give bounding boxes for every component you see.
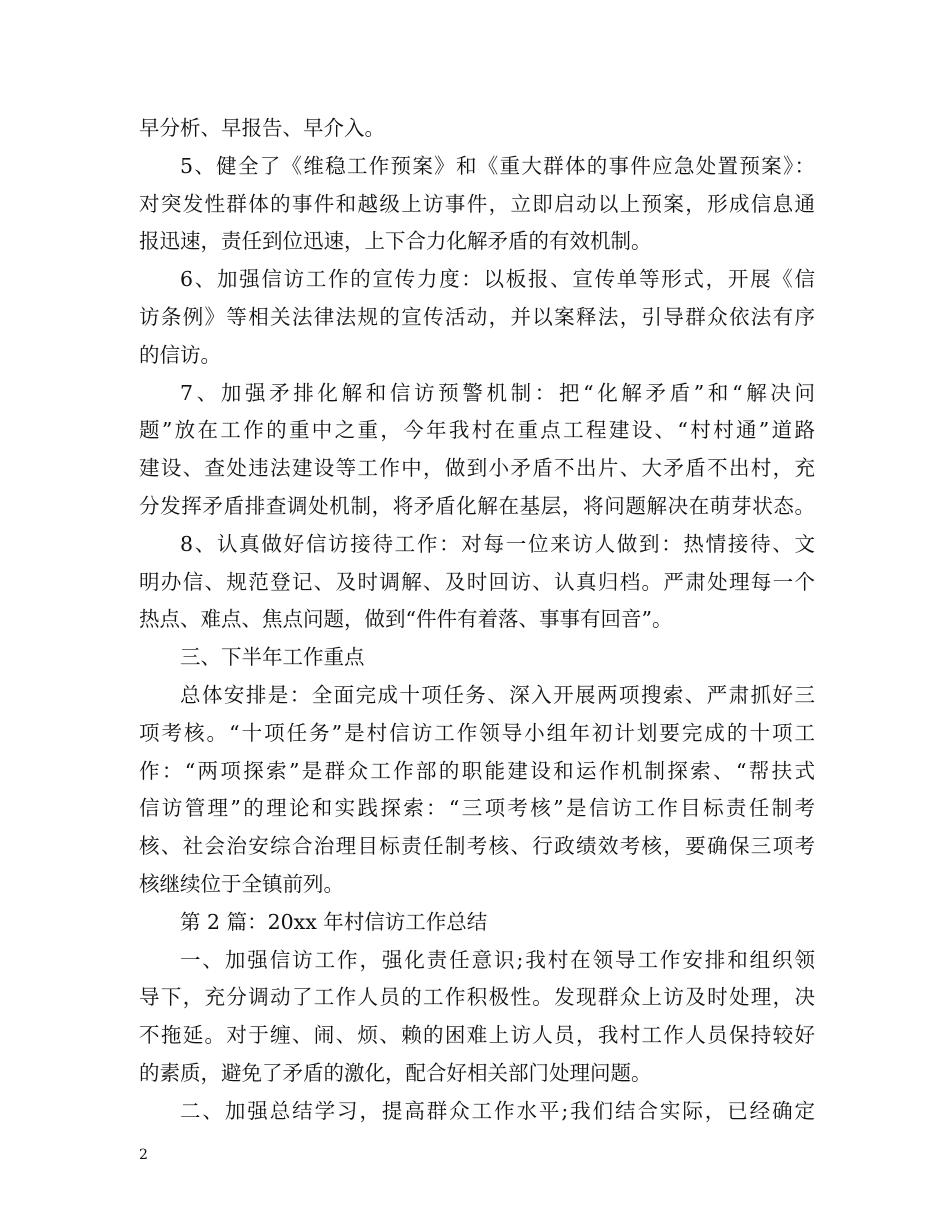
text-line: 7、加强矛排化解和信访预警机制：把“化解矛盾”和“解决问 — [180, 380, 815, 405]
text-line: 核继续位于全镇前列。 — [139, 871, 344, 896]
text-line: 总体安排是：全面完成十项任务、深入开展两项搜索、严肃抓好三 — [180, 682, 815, 707]
text-line: 访条例》等相关法律法规的宣传活动，并以案释法，引导群众依法有序 — [139, 304, 815, 329]
text-line: 的信访。 — [139, 342, 221, 367]
text-line: 项考核。“十项任务”是村信访工作领导小组年初计划要完成的十项工 — [139, 720, 815, 745]
text-line: 热点、难点、焦点问题，做到“件件有着落、事事有回音”。 — [139, 607, 673, 632]
document-body — [139, 110, 815, 1131]
text-line: 题”放在工作的重中之重，今年我村在重点工程建设、“村村通”道路 — [139, 418, 815, 443]
text-line: 第 2 篇：20xx 年村信访工作总结 — [180, 909, 488, 934]
text-line: 明办信、规范登记、及时调解、及时回访、认真归档。严肃处理每一个 — [139, 569, 815, 594]
text-line: 早分析、早报告、早介入。 — [139, 116, 385, 140]
text-line: 核、社会治安综合治理目标责任制考核、行政绩效考核，要确保三项考 — [139, 834, 815, 859]
text-line: 对突发性群体的事件和越级上访事件，立即启动以上预案，形成信息通 — [139, 191, 815, 216]
text-line: 导下，充分调动了工作人员的工作积极性。发现群众上访及时处理，决 — [139, 985, 815, 1010]
text-line: 二、加强总结学习，提高群众工作水平;我们结合实际，已经确定 — [180, 1098, 815, 1123]
text-line: 8、认真做好信访接待工作：对每一位来访人做到：热情接待、文 — [180, 531, 815, 556]
page-number: 2 — [139, 1147, 148, 1163]
text-line: 建设、查处违法建设等工作中，做到小矛盾不出片、大矛盾不出村，充 — [139, 456, 815, 481]
text-line: 报迅速，责任到位迅速，上下合力化解矛盾的有效机制。 — [139, 229, 652, 254]
text-line: 不拖延。对于缠、闹、烦、赖的困难上访人员，我村工作人员保持较好 — [139, 1023, 815, 1048]
text-line: 一、加强信访工作，强化责任意识;我村在领导工作安排和组织领 — [180, 947, 815, 972]
text-line: 5、健全了《维稳工作预案》和《重大群体的事件应急处置预案》： — [180, 153, 815, 178]
text-line: 6、加强信访工作的宣传力度：以板报、宣传单等形式，开展《信 — [180, 267, 815, 292]
text-line: 的素质，避免了矛盾的激化，配合好相关部门处理问题。 — [139, 1060, 652, 1085]
text-line: 信访管理”的理论和实践探索：“三项考核”是信访工作目标责任制考 — [139, 796, 815, 821]
text-line: 作：“两项探索”是群众工作部的职能建设和运作机制探索、“帮扶式 — [139, 758, 815, 783]
text-line: 三、下半年工作重点 — [180, 645, 365, 670]
text-line: 分发挥矛盾排查调处机制，将矛盾化解在基层，将问题解决在萌芽状态。 — [139, 493, 815, 518]
